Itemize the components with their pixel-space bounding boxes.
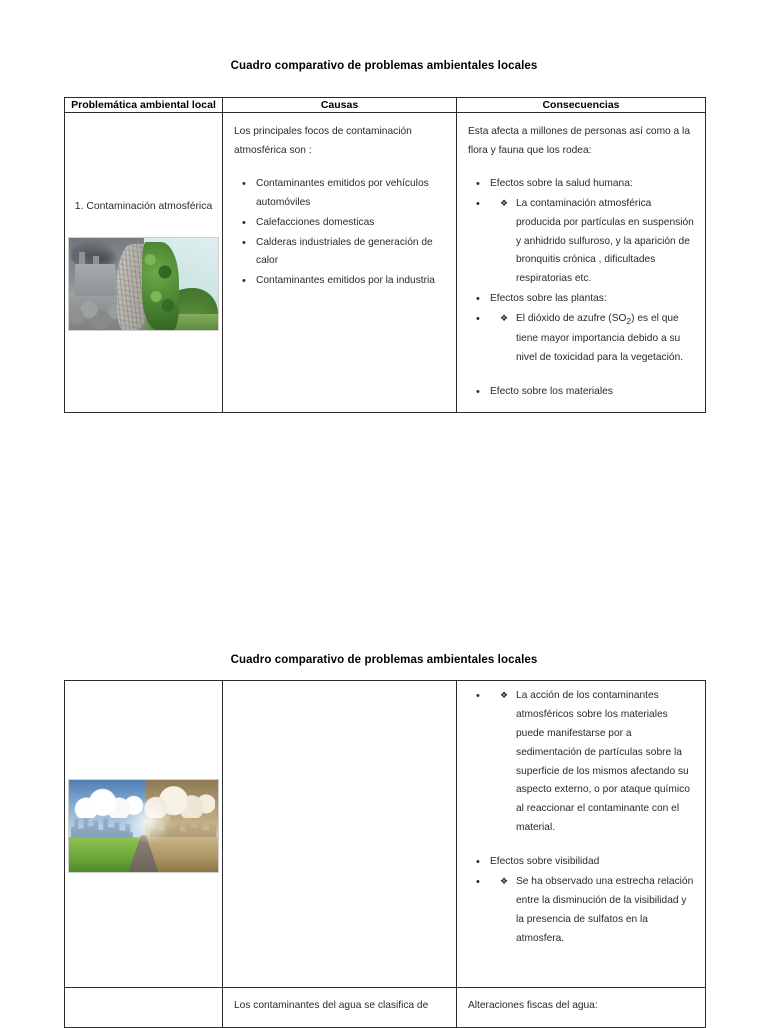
list-item: • Efecto sobre los materiales — [490, 383, 694, 402]
figure-wrapper — [68, 237, 219, 331]
consequences-sub-list — [490, 687, 694, 838]
list-item: • Contaminantes emitidos por vehículos automóviles — [256, 175, 445, 213]
cell-problematica-contaminacion-atmosferica — [65, 113, 223, 413]
table-header-row — [65, 98, 706, 113]
table-row — [65, 113, 706, 413]
consequences-sub-list — [490, 310, 694, 368]
sub-list-item — [516, 310, 694, 368]
sub-text-post: ) es el que tiene mayor importancia debido a su nivel de toxicidad para la vegetación. — [516, 313, 684, 363]
table-row — [65, 681, 706, 988]
figure-wrapper — [68, 779, 219, 873]
sub-list-container — [490, 310, 694, 368]
cell-consecuencias-continuacion — [457, 681, 706, 988]
consequences-sub-list — [490, 195, 694, 289]
cell-problematica-agua — [65, 988, 223, 1028]
cell-causas-empty — [223, 681, 457, 988]
comparison-table-page-2 — [64, 680, 706, 1028]
list-spacer — [490, 369, 694, 382]
sub-list-item: ❖ • Se ha observado una estrecha relación entre la disminución de la visibilidad y la presencia de sulfatos en la atmosfera. — [516, 873, 694, 949]
document-page-1 — [0, 0, 768, 413]
causes-lead-text: Los principales focos de contaminación atmosférica son : — [234, 126, 412, 157]
causes-text: Los contaminantes del agua se clasifica de — [234, 1000, 429, 1011]
consequences-lead-text: Esta afecta a millones de personas así como a la flora y fauna que los rodea: — [468, 126, 690, 157]
topic-label: 1. Contaminación atmosférica — [74, 201, 213, 213]
list-item: • Efectos sobre la salud humana: — [490, 175, 694, 194]
chemical-subscript: 2 — [626, 316, 632, 327]
list-item: • Calderas industriales de generación de calor — [256, 234, 445, 272]
column-header-problematica: Problemática ambiental local — [65, 98, 223, 113]
cell-consecuencias-contaminacion-atmosferica — [457, 113, 706, 413]
split-landscape-city-pollution-image — [68, 779, 219, 873]
cell-consecuencias-agua — [457, 988, 706, 1028]
split-face-pollution-nature-image — [68, 237, 219, 331]
sub-list-container — [490, 873, 694, 949]
list-item: • Efectos sobre visibilidad — [490, 853, 694, 872]
sub-text-pre: El dióxido de azufre (SO — [516, 313, 627, 325]
consequences-bullet-list — [468, 175, 694, 402]
cell-problematica-figure — [65, 681, 223, 988]
document-page-2 — [0, 624, 768, 1028]
page-title: Cuadro comparativo de problemas ambientales locales — [230, 654, 538, 666]
column-header-causas: Causas — [223, 98, 457, 113]
list-item: • Calefacciones domesticas — [256, 214, 445, 233]
sub-list-container — [490, 195, 694, 289]
page-title: Cuadro comparativo de problemas ambientales locales — [230, 60, 538, 72]
consequences-text: Alteraciones fiscas del agua: — [468, 1000, 598, 1011]
list-item: • Contaminantes emitidos por la industria — [256, 272, 445, 291]
table-row — [65, 988, 706, 1028]
consequences-bullet-list — [468, 687, 694, 948]
list-spacer — [490, 839, 694, 852]
cell-causas-contaminacion-atmosferica — [223, 113, 457, 413]
sub-list-item: ❖ • La contaminación atmosférica producida por partículas en suspensión y anhidrido sulfuroso, y la aparición de bronquitis crónica , dificultades respiratorias etc. — [516, 195, 694, 289]
sub-list-container — [490, 687, 694, 838]
cell-causas-agua — [223, 988, 457, 1028]
comparison-table-page-1 — [64, 97, 706, 413]
list-item: • Efectos sobre las plantas: — [490, 290, 694, 309]
causes-bullet-list — [234, 175, 445, 291]
column-header-consecuencias: Consecuencias — [457, 98, 706, 113]
consequences-sub-list — [490, 873, 694, 949]
sub-list-item: ❖ • La acción de los contaminantes atmosféricos sobre los materiales puede manifestarse por a sedimentación de partículas sobre la superficie de los mismos afectando su aspecto externo, o por ataque químico al reaccionar el contaminante con el material. — [516, 687, 694, 838]
